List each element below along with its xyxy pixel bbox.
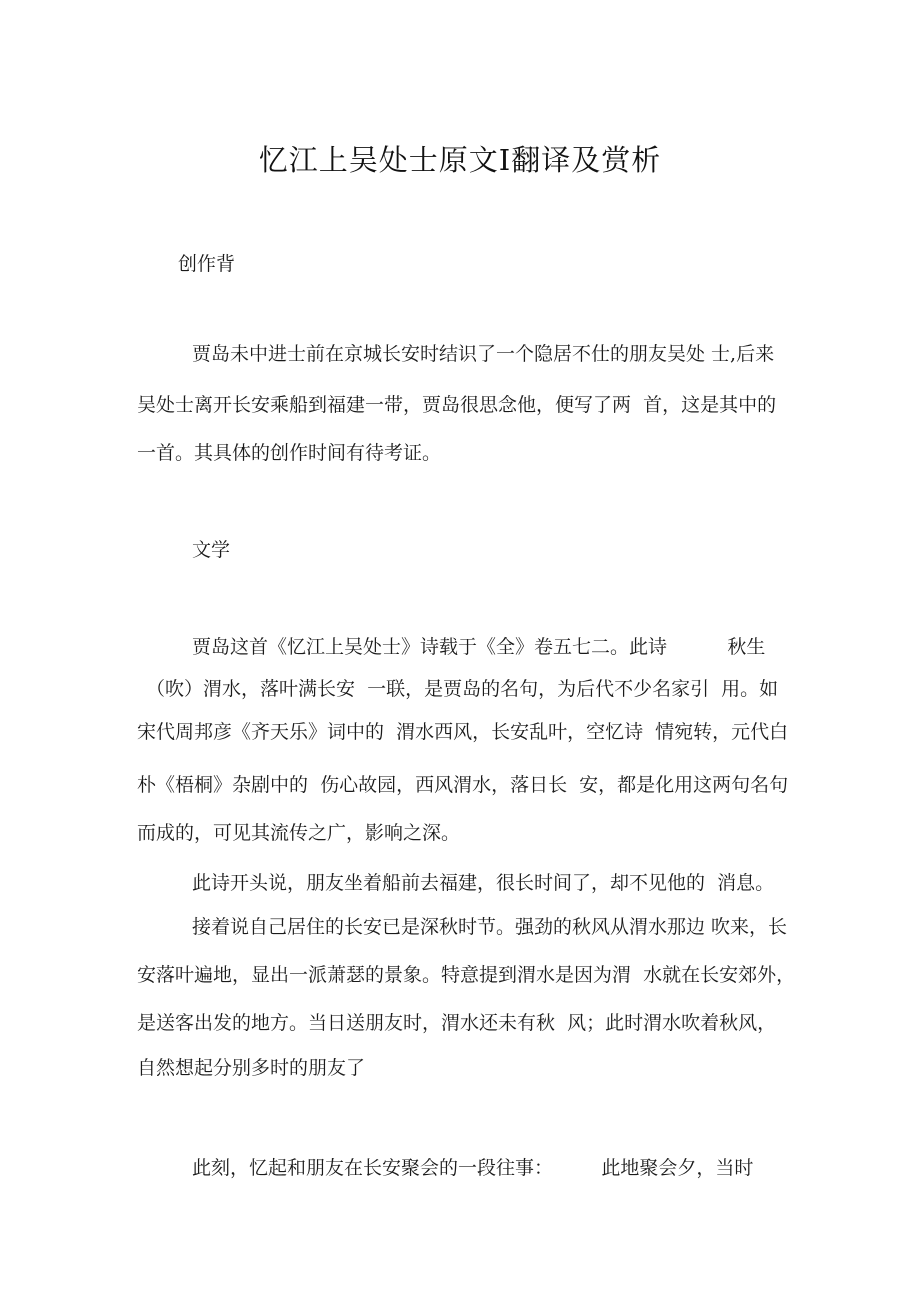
paragraph-line: 一首。其具体的创作时间有待考证。 — [137, 442, 442, 464]
paragraph-line: 吴处士离开长安乘船到福建一带，贾岛很思念他，便写了两 首，这是其中的 — [137, 394, 777, 416]
paragraph-line: 此刻，忆起和朋友在长安聚会的一段往事： 此地聚会夕，当时 — [192, 1157, 754, 1179]
paragraph-line: 贾岛这首《忆江上吴处士》诗载于《全》卷五七二。此诗 秋生 — [192, 636, 766, 658]
paragraph-line: 是送客出发的地方。当日送朋友时，渭水还未有秋 风；此时渭水吹着秋风， — [137, 1012, 777, 1034]
paragraph-line: 而成的，可见其流传之广，影响之深。 — [137, 822, 461, 844]
section-heading-literature: 文学 — [192, 539, 231, 561]
paragraph-line: （吹）渭水，落叶满长安 一联，是贾岛的名句，为后代不少名家引 用。如 — [146, 678, 779, 700]
section-heading-background: 创作背 — [178, 253, 236, 275]
paragraph-line: 自然想起分别多时的朋友了 — [137, 1057, 366, 1079]
paragraph-line: 安落叶遍地，显出一派萧瑟的景象。特意提到渭水是因为渭 水就在长安郊外， — [137, 964, 796, 986]
paragraph-line: 朴《梧桐》杂剧中的 伤心故园，西风渭水，落日长 安，都是化用这两句名句 — [137, 774, 789, 796]
paragraph-line: 宋代周邦彦《齐天乐》词中的 渭水西风，长安乱叶，空忆诗 情宛转，元代白 — [137, 721, 789, 743]
paragraph-line: 贾岛未中进士前在京城长安时结识了一个隐居不仕的朋友吴处 士,后来 — [192, 343, 775, 365]
paragraph-line: 接着说自己居住的长安已是深秋时节。强劲的秋风从渭水那边 吹来，长 — [192, 916, 788, 938]
paragraph-line: 此诗开头说，朋友坐着船前去福建，很长时间了，却不见他的 消息。 — [192, 872, 775, 894]
document-title: 忆江上吴处士原文Ⅰ翻译及赏析 — [258, 143, 662, 177]
